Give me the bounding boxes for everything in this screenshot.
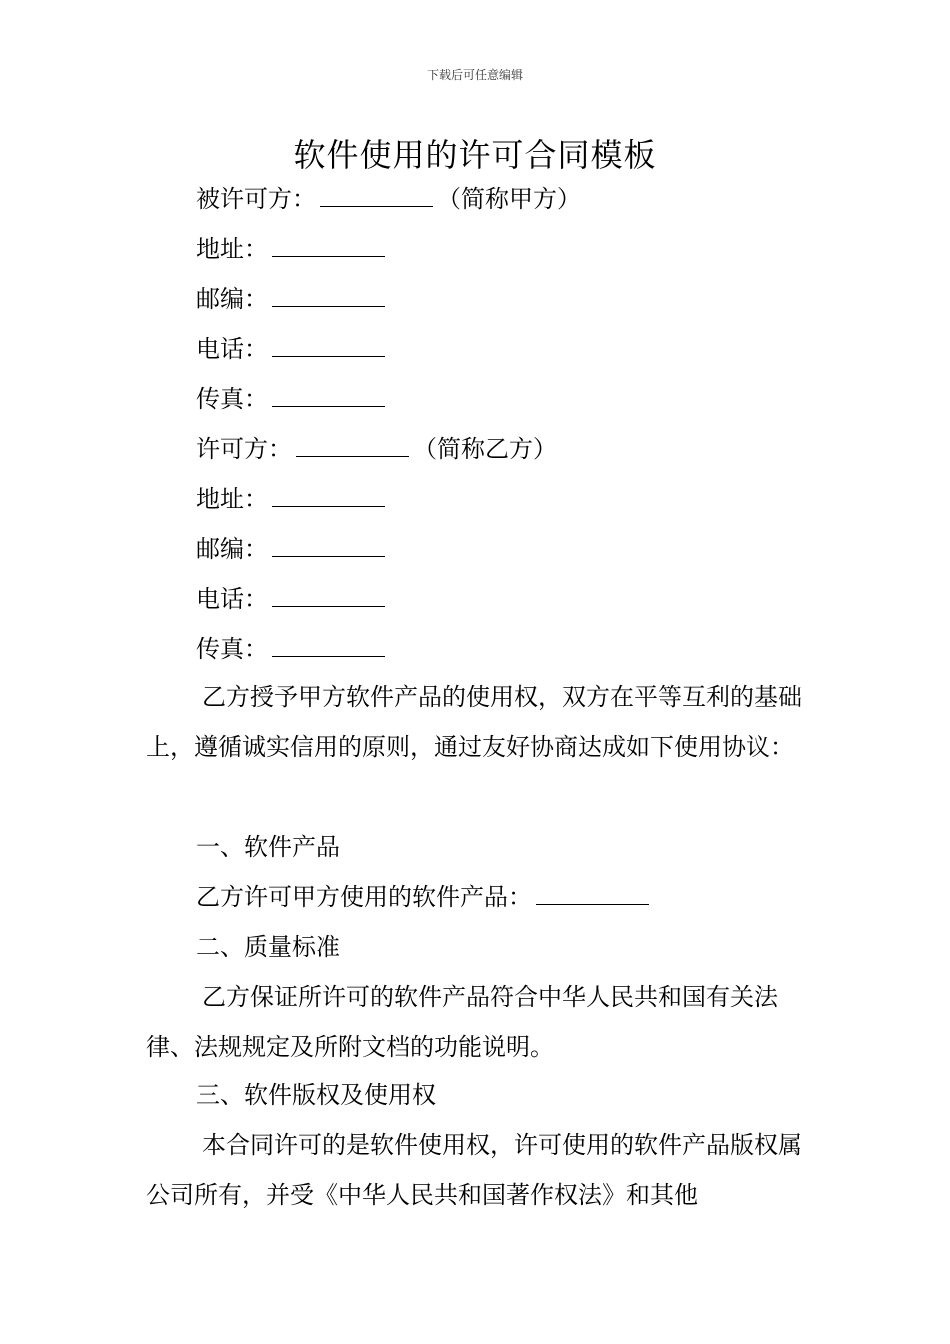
party-b-address-label: 地址： (196, 485, 268, 513)
intro-text: 乙方授予甲方软件产品的使用权，双方在平等互利的基础上，遵循诚实信用的原则，通过友好协商达成如下使用协议： (146, 683, 802, 761)
section-3-heading: 三、软件版权及使用权 (196, 1081, 436, 1109)
party-b-label: 许可方： (196, 435, 292, 463)
section-2-paragraph (146, 972, 806, 1072)
party-a-postcode-label: 邮编： (196, 285, 268, 313)
section-3-paragraph (146, 1120, 806, 1220)
party-b-address-blank[interactable] (272, 484, 385, 507)
party-b-address-line (196, 484, 389, 514)
party-a-suffix: （简称甲方） (437, 185, 581, 213)
party-a-address-blank[interactable] (272, 234, 385, 257)
party-b-suffix: （简称乙方） (413, 435, 557, 463)
section-3-text: 本合同许可的是软件使用权，许可使用的软件产品版权属公司所有，并受《中华人民共和国著作权法》和其他 (146, 1131, 802, 1209)
party-b-phone-line (196, 584, 389, 614)
document-title: 软件使用的许可合同模板 (293, 136, 657, 174)
party-b-postcode-blank[interactable] (272, 534, 385, 557)
party-a-phone-blank[interactable] (272, 334, 385, 357)
party-b-fax-label: 传真： (196, 635, 268, 663)
party-b-postcode-label: 邮编： (196, 535, 268, 563)
section-2-text: 乙方保证所许可的软件产品符合中华人民共和国有关法律、法规规定及所附文档的功能说明。 (146, 983, 778, 1061)
party-a-fax-label: 传真： (196, 385, 268, 413)
party-b-line (196, 434, 557, 464)
party-a-address-label: 地址： (196, 235, 268, 263)
party-a-fax-line (196, 384, 389, 414)
party-a-postcode-blank[interactable] (272, 284, 385, 307)
software-product-blank[interactable] (536, 882, 649, 905)
section-1-heading: 一、软件产品 (196, 833, 340, 861)
intro-paragraph (146, 672, 806, 772)
party-a-label: 被许可方： (196, 185, 316, 213)
page-header: 下载后可任意编辑 (426, 68, 523, 82)
party-b-postcode-line (196, 534, 389, 564)
section-1-line (196, 882, 653, 912)
party-b-phone-blank[interactable] (272, 584, 385, 607)
party-b-blank[interactable] (296, 434, 409, 457)
party-b-phone-label: 电话： (196, 585, 268, 613)
party-a-phone-line (196, 334, 389, 364)
party-a-fax-blank[interactable] (272, 384, 385, 407)
party-a-address-line (196, 234, 389, 264)
party-a-line (196, 184, 581, 214)
section-2-heading: 二、质量标准 (196, 933, 340, 961)
party-b-fax-blank[interactable] (272, 634, 385, 657)
party-a-postcode-line (196, 284, 389, 314)
party-b-fax-line (196, 634, 389, 664)
party-a-phone-label: 电话： (196, 335, 268, 363)
party-a-blank[interactable] (320, 184, 433, 207)
section-1-text: 乙方许可甲方使用的软件产品： (196, 883, 532, 911)
